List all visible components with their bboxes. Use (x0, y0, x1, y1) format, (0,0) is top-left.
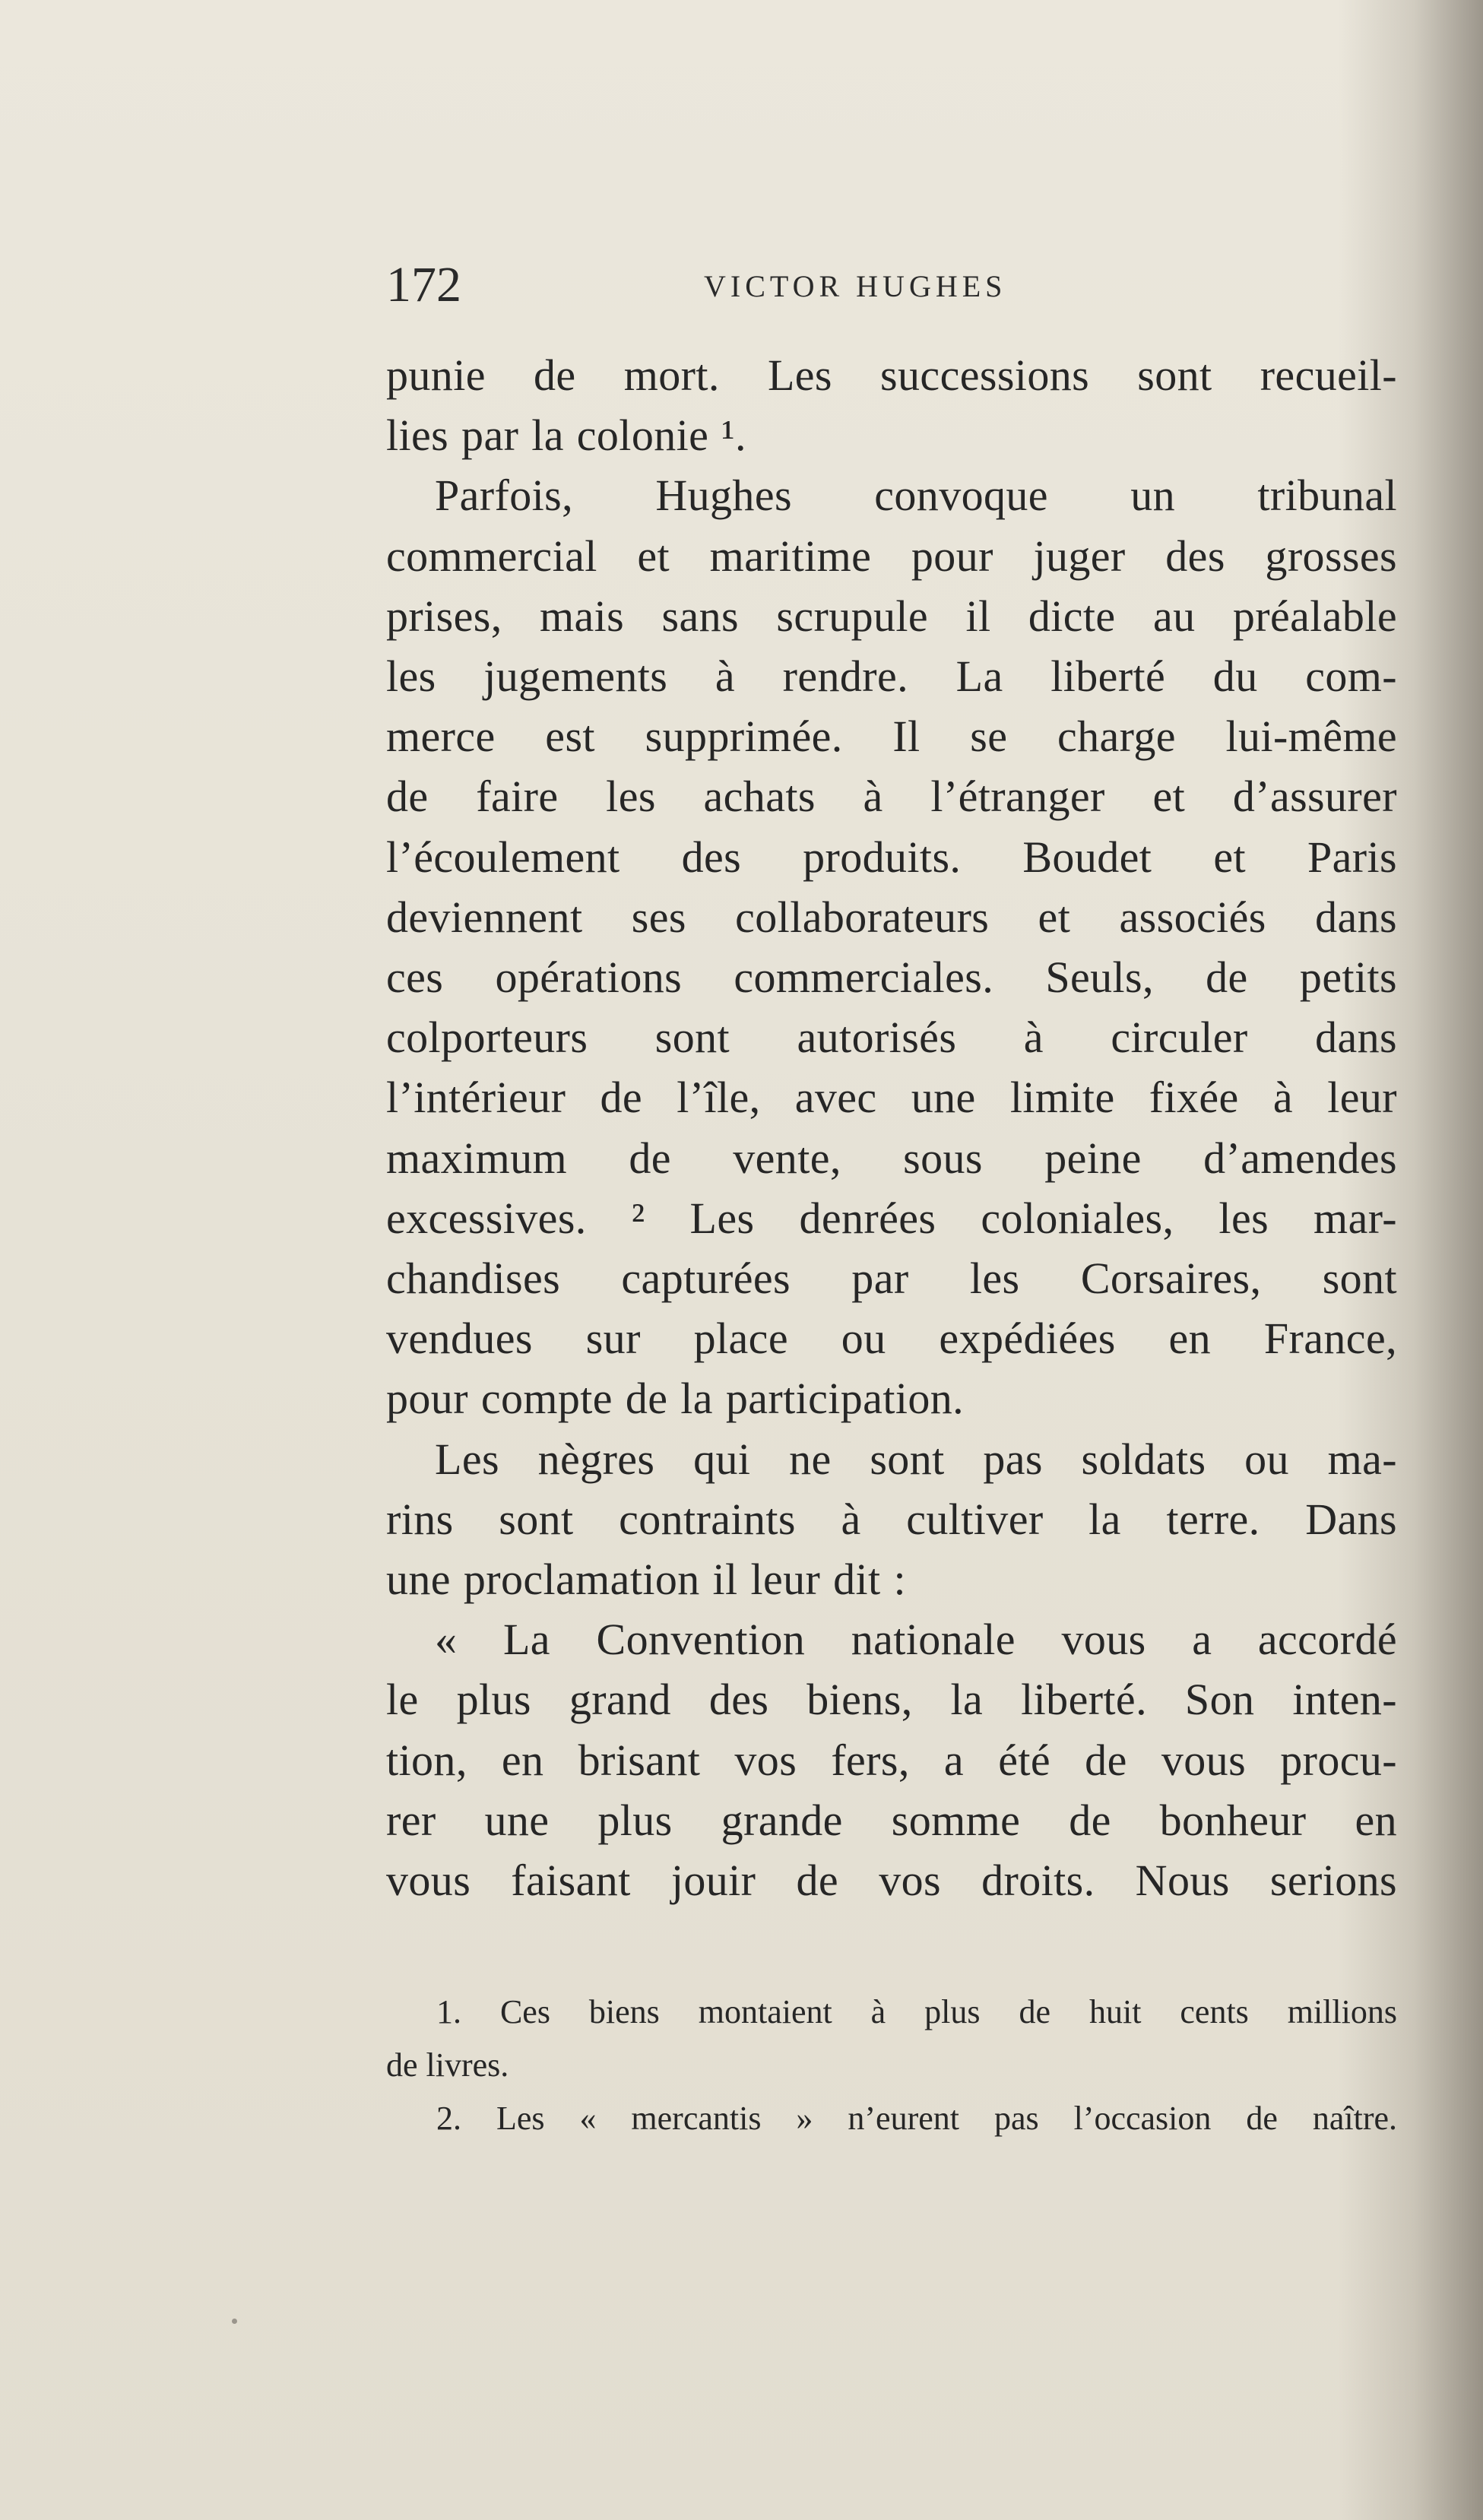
text-line: commercial et maritime pour juger des grosses (386, 531, 1397, 581)
text-line: vous faisant jouir de vos droits. Nous serions (386, 1856, 1397, 1906)
text-line: pour compte de la participation. (386, 1374, 965, 1424)
text-line: « La Convention nationale vous a accordé (435, 1615, 1397, 1665)
footnote-line: 1. Ces biens montaient à plus de huit cents millions (436, 1993, 1397, 2030)
paragraph-3 (386, 1429, 1397, 1610)
text-line: de faire les achats à l’étranger et d’assurer (386, 772, 1397, 822)
text-line: lies par la colonie ¹. (386, 410, 746, 461)
page-number: 172 (386, 257, 461, 312)
text-line: tion, en brisant vos fers, a été de vous procu- (386, 1735, 1397, 1785)
text-line: l’intérieur de l’île, avec une limite fixée à leur (386, 1073, 1397, 1123)
text-line: Parfois, Hughes convoque un tribunal (435, 471, 1397, 521)
text-line: rer une plus grande somme de bonheur en (386, 1795, 1397, 1845)
page-header (386, 251, 1397, 319)
paragraph-4 (386, 1609, 1397, 1910)
ink-speck (232, 2319, 237, 2324)
text-line: deviennent ses collaborateurs et associés dans (386, 892, 1397, 942)
text-line: punie de mort. Les successions sont recueil- (386, 350, 1397, 400)
text-line: colporteurs sont autorisés à circuler dans (386, 1013, 1397, 1063)
text-line: une proclamation il leur dit : (386, 1555, 906, 1605)
text-line: l’écoulement des produits. Boudet et Paris (386, 832, 1397, 882)
text-line: chandises capturées par les Corsaires, sont (386, 1254, 1397, 1304)
text-line: les jugements à rendre. La liberté du com- (386, 651, 1397, 702)
paragraph-2 (386, 465, 1397, 1428)
text-line: ces opérations commerciales. Seuls, de petits (386, 953, 1397, 1003)
text-line: Les nègres qui ne sont pas soldats ou ma- (435, 1434, 1397, 1484)
text-line: merce est supprimée. Il se charge lui-même (386, 712, 1397, 762)
footnote-line: de livres. (386, 2046, 509, 2084)
text-line: le plus grand des biens, la liberté. Son inten- (386, 1675, 1397, 1725)
footnote-line: 2. Les « mercantis » n’eurent pas l’occasion de naître. (436, 2100, 1397, 2137)
paragraph-1 (386, 345, 1397, 465)
body-text (386, 345, 1397, 1910)
text-line: prises, mais sans scrupule il dicte au préalable (386, 591, 1397, 641)
text-line: rins sont contraints à cultiver la terre. Dans (386, 1494, 1397, 1544)
running-head: VICTOR HUGHES (704, 269, 1007, 303)
footnotes (386, 1986, 1397, 2145)
text-line: maximum de vente, sous peine d’amendes (386, 1133, 1397, 1183)
footnote-1 (386, 1986, 1397, 2092)
footnote-2 (386, 2092, 1397, 2145)
text-line: vendues sur place ou expédiées en France, (386, 1314, 1397, 1364)
text-line: excessives. ² Les denrées coloniales, les mar- (386, 1193, 1397, 1243)
